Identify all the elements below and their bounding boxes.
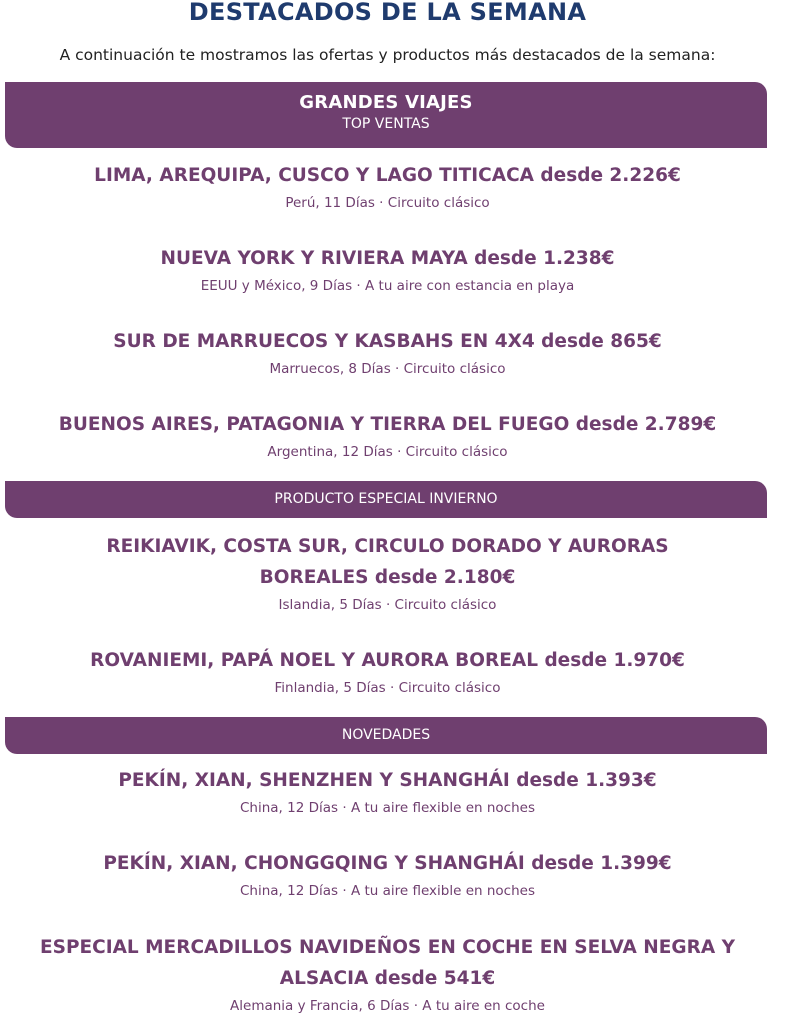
offer-title-link[interactable]: PEKÍN, XIAN, CHONGGQING Y SHANGHÁI desde 1.399€ bbox=[103, 853, 672, 874]
offer-title-link[interactable]: PEKÍN, XIAN, SHENZHEN Y SHANGHÁI desde 1.393€ bbox=[118, 770, 657, 791]
offer-meta: EEUU y México, 9 Días · A tu aire con estancia en playa bbox=[200, 278, 575, 294]
page-title: DESTACADOS DE LA SEMANA bbox=[188, 0, 587, 26]
section-title: GRANDES VIAJES bbox=[299, 92, 473, 113]
offer-item[interactable] bbox=[0, 531, 775, 613]
offer-item[interactable] bbox=[0, 243, 775, 294]
offer-item[interactable] bbox=[0, 932, 775, 1014]
offer-title-link[interactable]: BUENOS AIRES, PATAGONIA Y TIERRA DEL FUEGO desde 2.789€ bbox=[58, 414, 717, 435]
offer-meta: Alemania y Francia, 6 Días · A tu aire en coche bbox=[230, 998, 545, 1014]
section-header-novedades bbox=[5, 717, 767, 754]
section-title: PRODUCTO ESPECIAL INVIERNO bbox=[274, 491, 498, 507]
offer-meta: Argentina, 12 Días · Circuito clásico bbox=[267, 444, 508, 460]
offer-meta: Finlandia, 5 Días · Circuito clásico bbox=[274, 680, 501, 696]
offer-title-link[interactable]: SUR DE MARRUECOS Y KASBAHS EN 4X4 desde 865€ bbox=[113, 331, 662, 352]
offer-meta: Marruecos, 8 Días · Circuito clásico bbox=[269, 361, 506, 377]
section-header-grandes-viajes bbox=[5, 82, 767, 148]
offer-title-link[interactable]: NUEVA YORK Y RIVIERA MAYA desde 1.238€ bbox=[160, 248, 615, 269]
section-header-invierno bbox=[5, 481, 767, 518]
offer-item[interactable] bbox=[0, 765, 775, 816]
offer-item[interactable] bbox=[0, 645, 775, 696]
intro-text: A continuación te mostramos las ofertas y productos más destacados de la semana: bbox=[59, 46, 716, 64]
offer-title-link[interactable]: ROVANIEMI, PAPÁ NOEL Y AURORA BOREAL desde 1.970€ bbox=[90, 650, 685, 671]
offer-title-link[interactable]: ESPECIAL MERCADILLOS NAVIDEÑOS EN COCHE EN SELVA NEGRA Y ALSACIA desde 541€ bbox=[39, 937, 735, 989]
offer-meta: Islandia, 5 Días · Circuito clásico bbox=[278, 597, 497, 613]
offer-item[interactable] bbox=[0, 409, 775, 460]
offer-meta: China, 12 Días · A tu aire flexible en noches bbox=[240, 800, 535, 816]
offer-item[interactable] bbox=[0, 326, 775, 377]
section-title: NOVEDADES bbox=[341, 727, 431, 743]
offer-meta: Perú, 11 Días · Circuito clásico bbox=[285, 195, 490, 211]
offer-meta: China, 12 Días · A tu aire flexible en noches bbox=[240, 883, 535, 899]
offer-title-link[interactable]: LIMA, AREQUIPA, CUSCO Y LAGO TITICACA desde 2.226€ bbox=[94, 165, 681, 186]
section-subtitle: TOP VENTAS bbox=[342, 116, 430, 132]
offer-item[interactable] bbox=[0, 848, 775, 899]
offer-title-link[interactable]: REIKIAVIK, COSTA SUR, CIRCULO DORADO Y AURORAS BOREALES desde 2.180€ bbox=[106, 536, 669, 588]
offer-item[interactable] bbox=[0, 160, 775, 211]
